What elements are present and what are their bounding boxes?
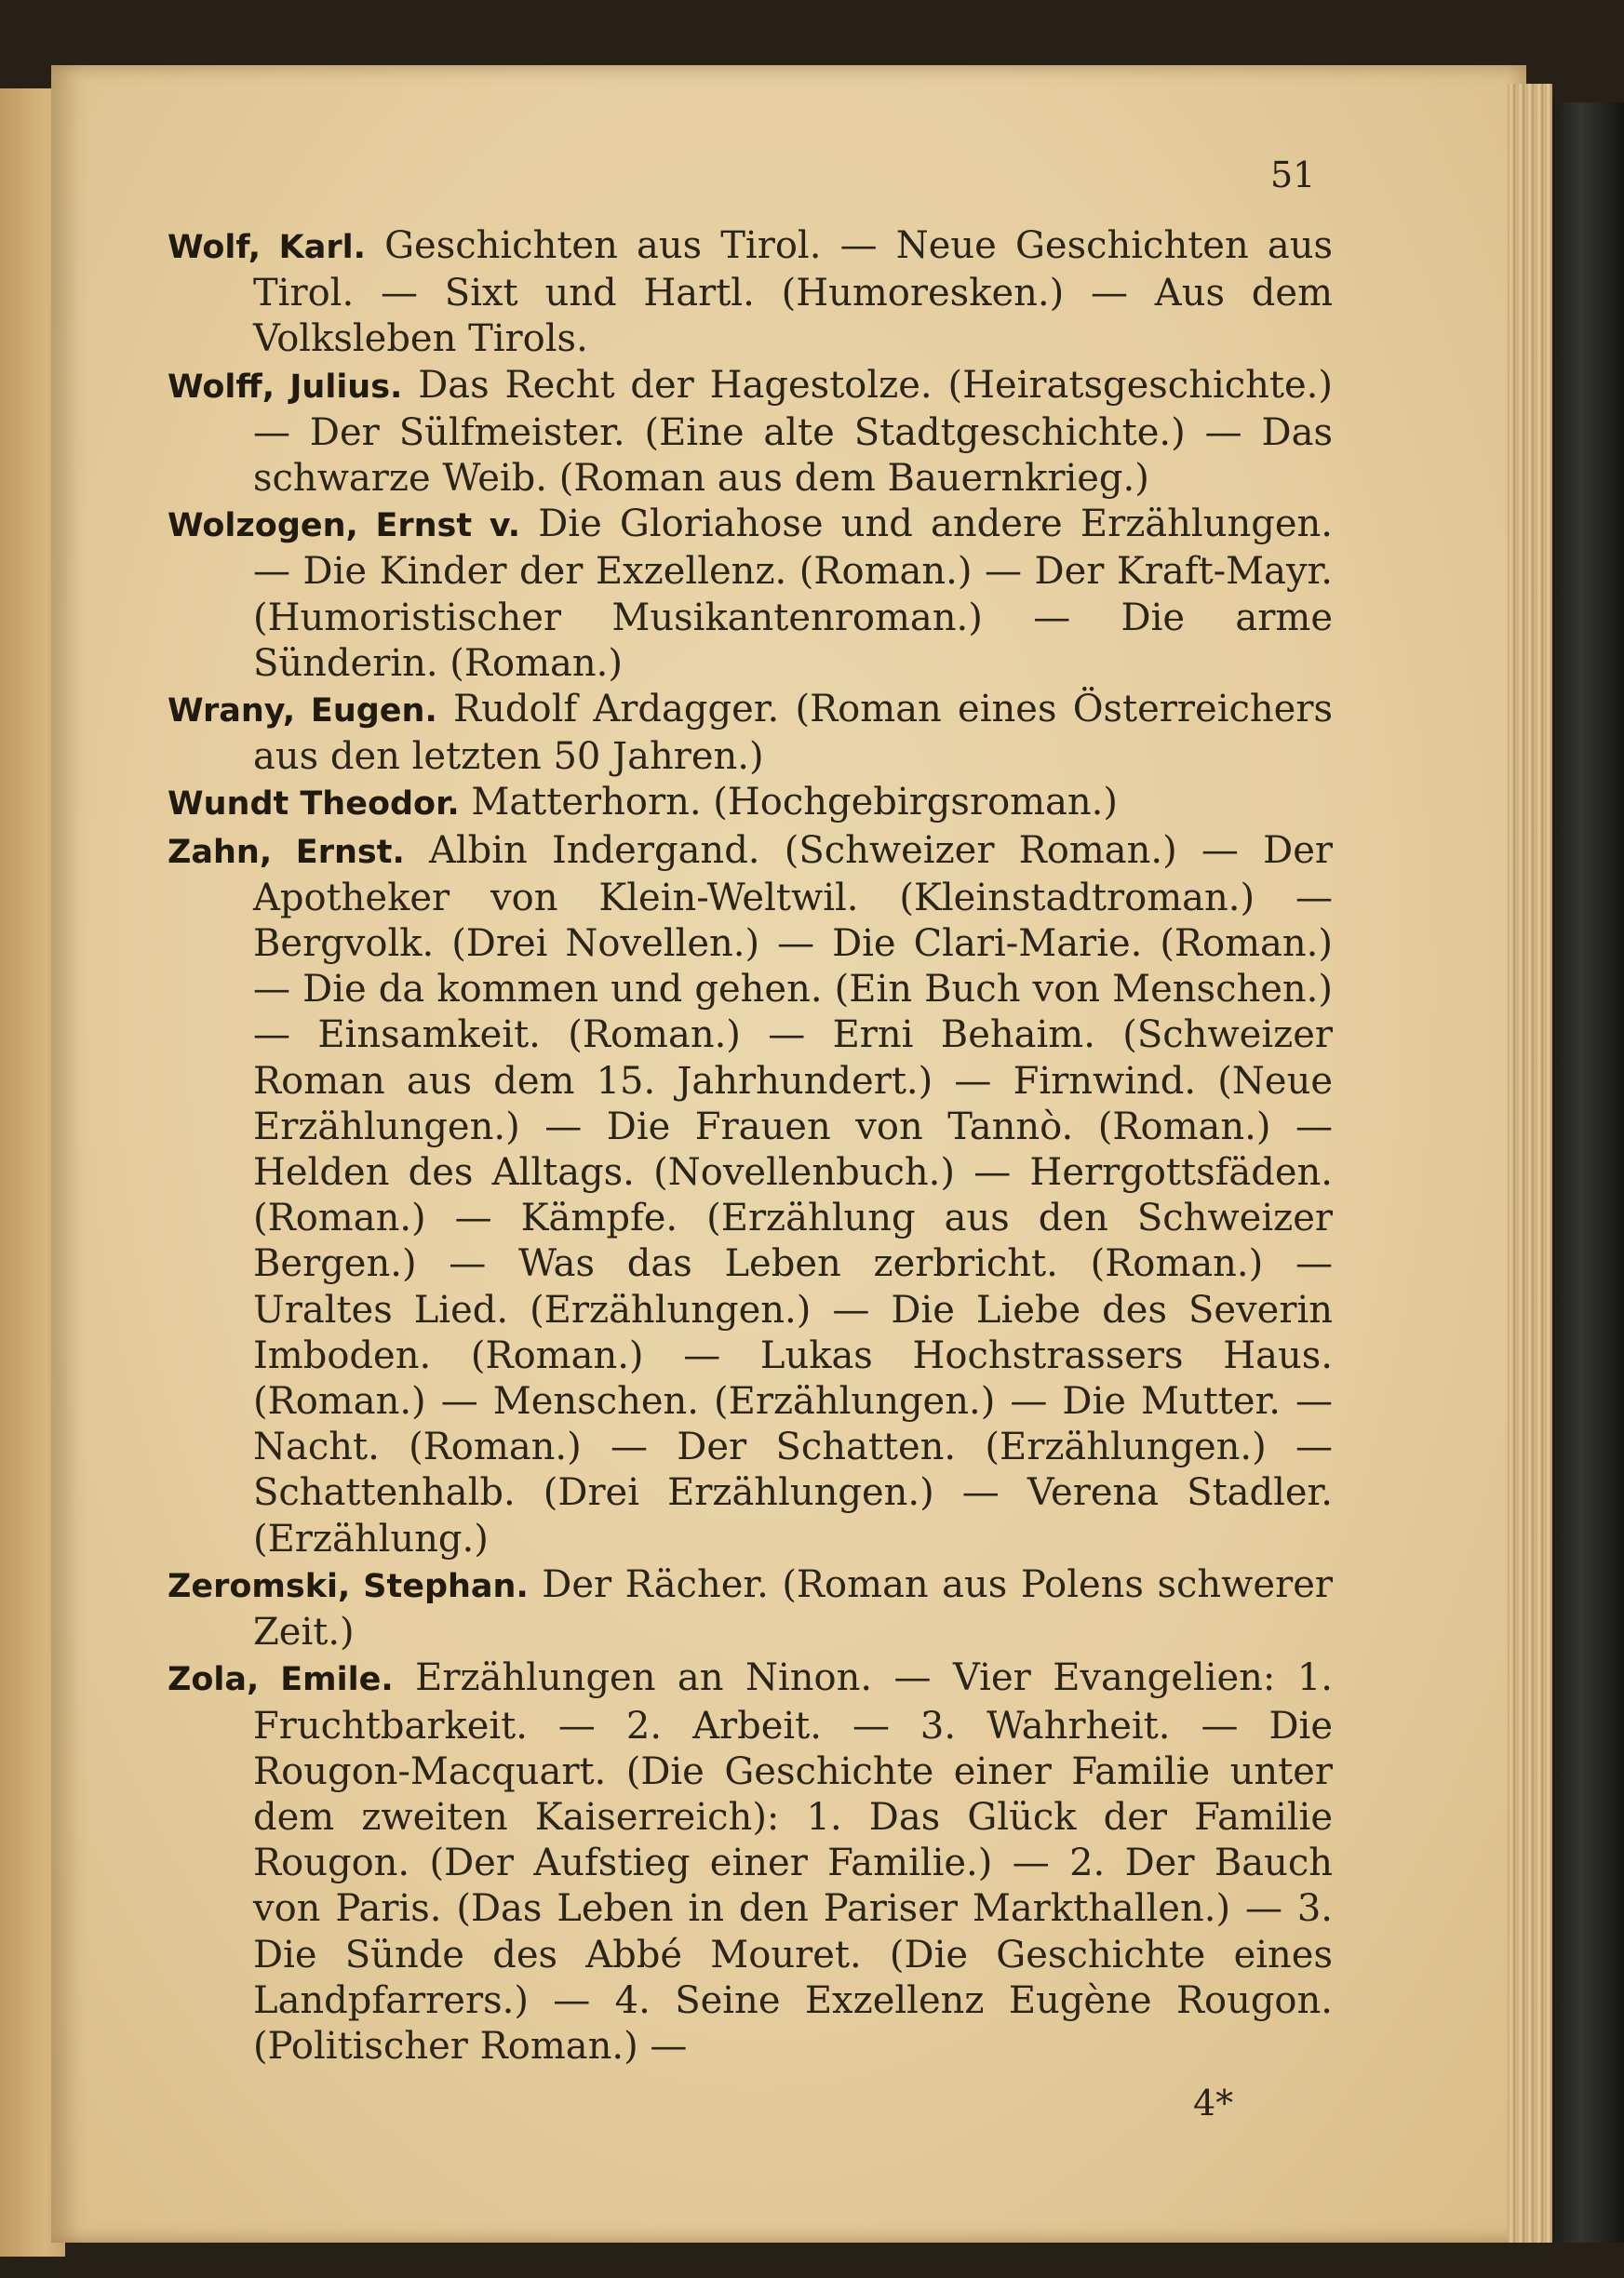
catalog-entry	[168, 1562, 1333, 1655]
catalog-entry	[168, 363, 1333, 502]
catalog-entry	[168, 502, 1333, 687]
entry-author: Zahn, Ernst.	[168, 833, 405, 871]
catalog-entry	[168, 223, 1333, 363]
entry-author: Wolf, Karl.	[168, 229, 366, 266]
entry-text: Albin Indergand. (Schweizer Roman.) — Der Apotheker von Klein-Weltwil. (Kleinstadtroman.) — Bergvolk. (Drei Novellen.) — Die Clari-Marie. (Roman.) — Die da kommen und gehen. (Ein Buch von Menschen.) — Einsamkeit. (Roman.) — Erni Behaim. (Schweizer Roman aus dem 15. Jahrhundert.) — Firnwind. (Neue Erzählungen.) — Die Frauen von Tannò. (Roman.) — Helden des Alltags. (Novellenbuch.) — Herrgottsfäden. (Roman.) — Kämpfe. (Erzählung aus den Schweizer Bergen.) — Was das Leben zerbricht. (Roman.) — Uraltes Lied. (Erzählungen.) — Die Liebe des Severin Imboden. (Roman.) — Lukas Hochstrassers Haus. (Roman.) — Menschen. (Erzählungen.) — Die Mutter. — Nacht. (Roman.) — Der Schatten. (Erzählungen.) — Schattenhalb. (Drei Erzählungen.) — Verena Stadler. (Erzählung.)	[253, 828, 1333, 1561]
catalog-entry	[168, 828, 1333, 1562]
entry-text: Das Recht der Hagestolze. (Heiratsgeschichte.) — Der Sülfmeister. (Eine alte Stadtgeschichte.) — Das schwarze Weib. (Roman aus dem Bauernkrieg.)	[253, 363, 1333, 501]
catalog-entry	[168, 780, 1333, 827]
page-stack-edge	[1508, 84, 1552, 2243]
book-cover-edge	[1552, 102, 1624, 2243]
catalog-entry	[168, 687, 1333, 780]
entry-author: Wolff, Julius.	[168, 368, 403, 406]
entry-text: Matterhorn. (Hochgebirgsroman.)	[471, 781, 1119, 824]
page-number: 51	[1270, 154, 1316, 195]
entry-text: Die Gloriahose und andere Erzählungen. — Die Kinder der Exzellenz. (Roman.) — Der Kraft-Mayr. (Humoristischer Musikantenroman.) — Die arme Sünderin. (Roman.)	[253, 502, 1333, 685]
entry-text: Erzählungen an Ninon. — Vier Evangelien: 1. Fruchtbarkeit. — 2. Arbeit. — 3. Wahrheit. — Die Rougon-Macquart. (Die Geschichte einer Familie unter dem zweiten Kaiserreich): 1. Das Glück der Familie Rougon. (Der Aufstieg einer Familie.) — 2. Der Bauch von Paris. (Das Leben in den Pariser Markthallen.) — 3. Die Sünde des Abbé Mouret. (Die Geschichte eines Landpfarrers.) — 4. Seine Exzellenz Eugène Rougon. (Politischer Roman.) —	[253, 1656, 1334, 2068]
entry-text: Der Rächer. (Roman aus Polens schwerer Zeit.)	[253, 1562, 1333, 1655]
entry-text: Rudolf Ardagger. (Roman eines Österreichers aus den letzten 50 Jahren.)	[253, 688, 1333, 779]
entry-author: Wrany, Eugen.	[168, 692, 437, 730]
entry-author: Zeromski, Stephan.	[168, 1567, 529, 1605]
catalog-entry	[168, 1655, 1333, 2070]
entry-text: Geschichten aus Tirol. — Neue Geschichten aus Tirol. — Sixt und Hartl. (Humoresken.) — Aus dem Volksleben Tirols.	[253, 224, 1333, 361]
entry-author: Wundt Theodor.	[168, 785, 460, 824]
catalog-entry-list	[168, 223, 1333, 2070]
entry-author: Wolzogen, Ernst v.	[168, 507, 521, 545]
entry-author: Zola, Emile.	[168, 1661, 394, 1699]
signature-mark: 4*	[1193, 2083, 1234, 2124]
